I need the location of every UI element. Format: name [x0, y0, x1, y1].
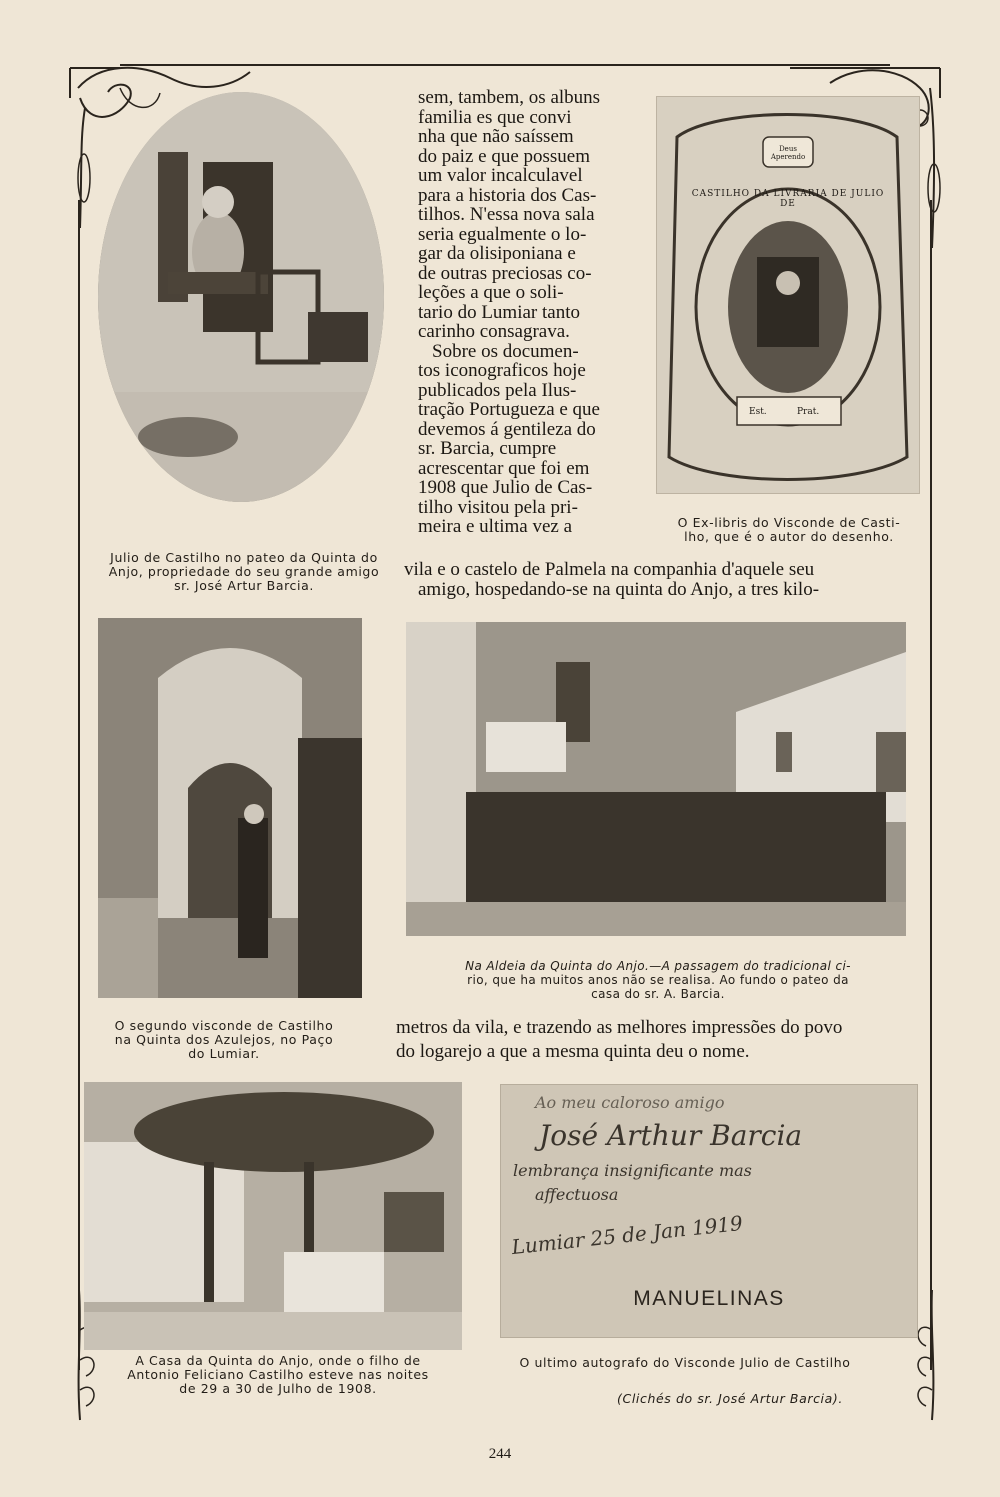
caption-line: na Quinta dos Azulejos, no Paço: [114, 1032, 334, 1047]
text-line: de outras preciosas co-: [418, 262, 592, 284]
text-line: tilho visitou pela pri-: [418, 496, 578, 518]
caption-line: O Ex-libris do Visconde de Casti-: [677, 515, 901, 530]
text-line: tario do Lumiar tanto: [418, 301, 580, 323]
gate-photo-caption: [94, 1019, 354, 1061]
bottom-right-ornament: [910, 1290, 970, 1430]
exlibris-est: Est.: [749, 407, 767, 417]
text-line: gar da olisiponiana e: [418, 243, 576, 264]
credits-caption: (Clichés do sr. José Artur Barcia).: [617, 1391, 843, 1406]
caption-line: de 29 a 30 de Julho de 1908.: [179, 1381, 377, 1396]
article-column: [418, 88, 618, 537]
text-line: seria egualmente o lo-: [418, 223, 587, 245]
text-line: carinho consagrava.: [418, 321, 570, 342]
caption-line: Na Aldeia da Quinta do Anjo.—A passagem do tradicional ci-: [465, 959, 851, 973]
caption-line: Anjo, propriedade do seu grande amigo: [108, 564, 380, 579]
autograph-caption: O ultimo autografo do Visconde Julio de Castilho: [519, 1355, 851, 1370]
frame-left-line: [78, 200, 80, 1370]
autograph-line: Lumiar 25 de Jan 1919: [510, 1210, 744, 1260]
text-line: tração Portugueza e que: [418, 399, 600, 420]
text-line: do paiz e que possuem: [418, 145, 591, 167]
exlibris-banner: CASTILHO DA LIVRARIA DE JULIO DE: [691, 189, 885, 209]
text-line: acrescentar que foi em: [418, 457, 590, 479]
caption-line: O segundo visconde de Castilho: [114, 1018, 334, 1033]
text-line: Sobre os documen-: [432, 340, 579, 362]
castilho-oval-photo: [98, 92, 384, 502]
text-line: para a historia dos Cas-: [418, 184, 597, 206]
procession-photo-caption: [408, 959, 908, 1001]
exlibris-prat: Prat.: [797, 407, 820, 417]
text-line: publicados pela Ilus-: [418, 379, 577, 401]
text-line: familia es que convi: [418, 106, 572, 128]
text-line: sr. Barcia, cumpre: [418, 438, 557, 459]
exlibris-ribbon: Deus Aperendo: [770, 145, 806, 161]
oval-photo-caption: [94, 551, 394, 593]
text-line: tilhos. N'essa nova sala: [418, 204, 595, 225]
text-line: devemos á gentileza do: [418, 418, 596, 440]
text-line: leções a que o soli-: [418, 282, 564, 303]
autograph-book-title: MANUELINAS: [633, 1287, 785, 1310]
frame-right-line: [930, 200, 932, 1370]
caption-line: A Casa da Quinta do Anjo, onde o filho de: [135, 1353, 421, 1368]
caption-line: Antonio Feliciano Castilho esteve nas noites: [127, 1367, 429, 1382]
casa-photo: [84, 1082, 462, 1350]
exlibris-caption: [654, 516, 924, 544]
article-continuation: do logarejo a que a mesma quinta deu o nome.: [396, 1041, 750, 1062]
caption-line: lho, que é o autor do desenho.: [684, 529, 894, 544]
page-number: 244: [488, 1446, 512, 1462]
text-line: um valor incalculavel: [418, 165, 583, 186]
caption-line: Julio de Castilho no pateo da Quinta do: [110, 550, 378, 565]
caption-line: rio, que ha muitos anos não se realisa. Ao fundo o pateo da: [467, 973, 849, 987]
text-line: tos iconograficos hoje: [418, 360, 586, 381]
autograph-line: affectuosa: [535, 1185, 619, 1204]
autograph-line: José Arthur Barcia: [539, 1119, 803, 1152]
caption-line: casa do sr. A. Barcia.: [591, 987, 725, 1001]
text-line: nha que não saíssem: [418, 126, 574, 147]
autograph-line: lembrança insignificante mas: [513, 1161, 752, 1180]
text-line: 1908 que Julio de Cas-: [418, 477, 593, 498]
caption-line: sr. José Artur Barcia.: [174, 578, 314, 593]
text-line: sem, tambem, os albuns: [418, 87, 601, 108]
autograph-line: Ao meu caloroso amigo: [535, 1093, 725, 1112]
casa-photo-caption: [98, 1354, 458, 1396]
procession-photo: [406, 622, 906, 936]
article-wide-line: vila e o castelo de Palmela na companhia d'aquele seu: [404, 559, 815, 580]
article-continuation: metros da vila, e trazendo as melhores impressões do povo: [396, 1017, 843, 1038]
gate-photo: [98, 618, 362, 998]
text-line: meira e ultima vez a: [418, 516, 573, 537]
autograph-image: [500, 1084, 918, 1338]
caption-line: do Lumiar.: [188, 1046, 260, 1061]
exlibris-image: [656, 96, 920, 494]
article-wide-line: amigo, hospedando-se na quinta do Anjo, a tres kilo-: [418, 579, 820, 600]
